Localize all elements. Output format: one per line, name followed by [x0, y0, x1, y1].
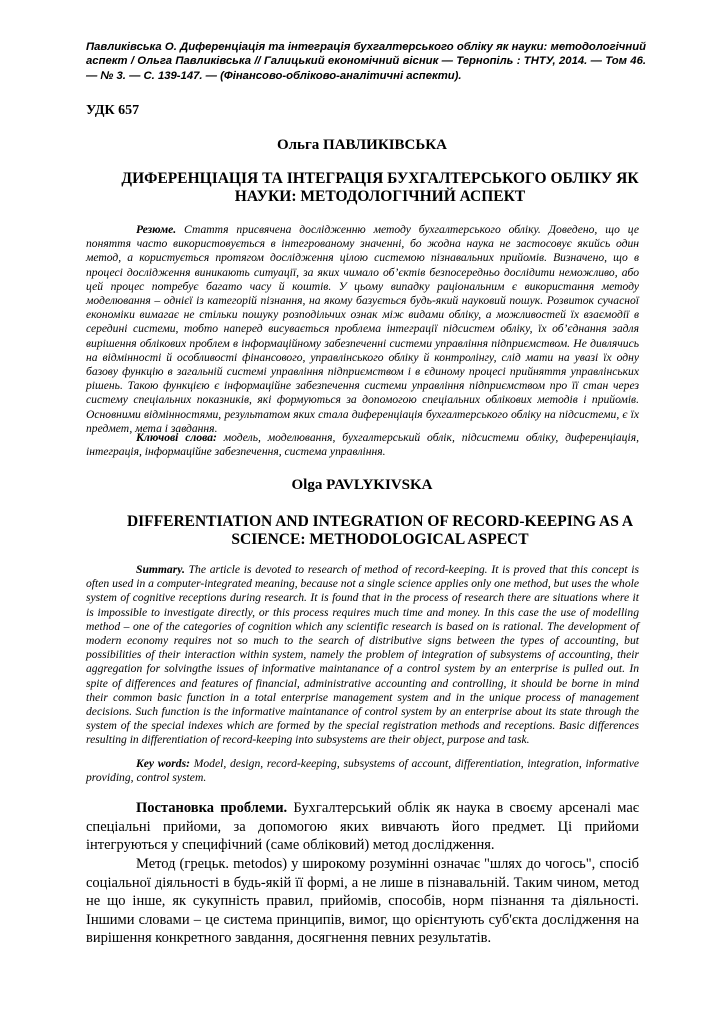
body-paragraph-problem	[86, 799, 639, 855]
method-paragraph: Метод (грецьк. metodos) у широкому розумінні означає "шлях до чогось", спосіб соціальної діяльності в будь-якій її формі, а не лише в пізнавальній. Таким чином, метод не що інше, як сукупність правил, прийомів, способів, норм пізнання та діяльності. Іншими словами – це система принципів, вимог, що орієнтують суб'єкта дослідження на вирішення конкретного завдання, досягнення певних результатів.	[86, 856, 639, 946]
udc-code: УДК 657	[86, 103, 140, 118]
problem-statement-text: Бухгалтерський облік як наука в своєму арсеналі має спеціальні прийоми, за допомогою яких вивчають його предмет. Ці прийоми інтегруються у специфічний (саме обліковий) метод дослідження.	[86, 800, 640, 853]
keywords-label-en: Key words:	[136, 757, 190, 770]
keywords-text-ua: модель, моделювання, бухгалтерський облік, підсистеми обліку, диференціація, інтеграція, інформаційне забезпечення, система управління.	[86, 431, 639, 459]
abstract-text-ua: Стаття присвячена дослідженню методу бухгалтерського обліку. Доведено, що це поняття часто використовується в інтегрованому значенні, бо жодна наука не застосовує якийсь один метод, а користується протягом дослідження цілою системою пізнавальних прийомів. Визначено, що в процесі дослідження виникають ситуації, за яких чимало об’єктів безпосередньо дослідити неможливо, або цей процес потребує багато часу й коштів. У цьому випадку раціональним є використання методу моделювання – однієї із категорій пізнання, на якому базується будь-який науковий пошук. Розвиток сучасної економіки вимагає не стільки пошуку розподільчих ознак між видами обліку, а можливостей їх взаємодії в середині системи, тобто наперед висувається проблема інтеграції підсистем обліку, їх об’єднання задля вирішення облікових проблем в інформаційному забезпеченні системи управління підприємством. Не дивлячись на відмінності й особливості фінансового, управлінського обліку й контролінгу, слід мати на увазі їх одну базову функцію в загальній системі управління підприємством і в єдиному процесі прийняття управлінських рішень. Такою функцією є інформаційне забезпечення системи управління підприємством про її стан через систему спеціальних показників, які формуються за допомогою спеціальних облікових методів і прийомів. Основними відмінностями, результатом яких стала диференціація бухгалтерського обліку на підсистеми, є їх предмет, мета і завдання.	[86, 223, 639, 435]
abstract-label-ua: Резюме.	[136, 223, 177, 236]
abstract-text-en: The article is devoted to research of method of record-keeping. It is proved that this concept is often used in a computer-integrated meaning, because not a single science applies only one method, but uses the whole system of cognitive receptions during research. It is found that in the process of research there are situations where it is impossible to investigate directly, or this process requires much time and money. In this case the use of modelling method – one of the categories of cognition which any scientific research is based on is rational. The development of modern economy requires not so much to the search of distributive signs between the types of accounting, but possibilities of their interaction within system, namely the problem of integration of subsystems of accounting, their aggregation for solvingthe issues of informative maintanance of a control system by an enterprise is pulled out. In spite of differences and features of financial, administrative accounting and controlling, it should be borne in mind their common basic function in a total enterprise management system and in the unique process of management decisions. Such function is the informative maintanance of control system by an enterprise about its state through the system of the special indexes which are formed by the special registration methods and receptions. Basic differences resulting in differentiation of record-keeping into subsystems are their object, purpose and task.	[86, 563, 639, 747]
problem-statement-label: Постановка проблеми.	[136, 800, 288, 816]
article-title-en: DIFFERENTIATION AND INTEGRATION OF RECORD-KEEPING AS A SCIENCE: METHODOLOGICAL ASPECT	[126, 513, 634, 548]
article-title-ua: ДИФЕРЕНЦІАЦІЯ ТА ІНТЕГРАЦІЯ БУХГАЛТЕРСЬКОГО ОБЛІКУ ЯК НАУКИ: МЕТОДОЛОГІЧНИЙ АСПЕКТ	[121, 170, 639, 205]
keywords-ua	[86, 431, 639, 459]
abstract-ua	[86, 223, 639, 436]
author-name-ua: Ольга ПАВЛИКІВСЬКА	[276, 137, 448, 153]
keywords-en	[86, 757, 639, 785]
keywords-text-en: Model, design, record-keeping, subsystems of account, differentiation, integration, informative providing, control system.	[86, 757, 640, 785]
abstract-en	[86, 563, 639, 748]
abstract-label-en: Summary.	[136, 563, 185, 576]
citation-header: Павликівська О. Диференціація та інтеграція бухгалтерського обліку як науки: методологічний аспект / Ольга Павликівська // Галицький економічний вісник — Тернопіль : ТНТУ, 2014. — Том 46. — № 3. — С. 139-147. — (Фінансово-обліково-аналітичні аспекти).	[86, 41, 646, 82]
problem-statement-paragraph	[86, 799, 639, 855]
body-paragraph-method	[86, 855, 639, 948]
keywords-label-ua: Ключові слова:	[136, 431, 217, 444]
author-name-en: Olga PAVLYKIVSKA	[291, 477, 433, 493]
